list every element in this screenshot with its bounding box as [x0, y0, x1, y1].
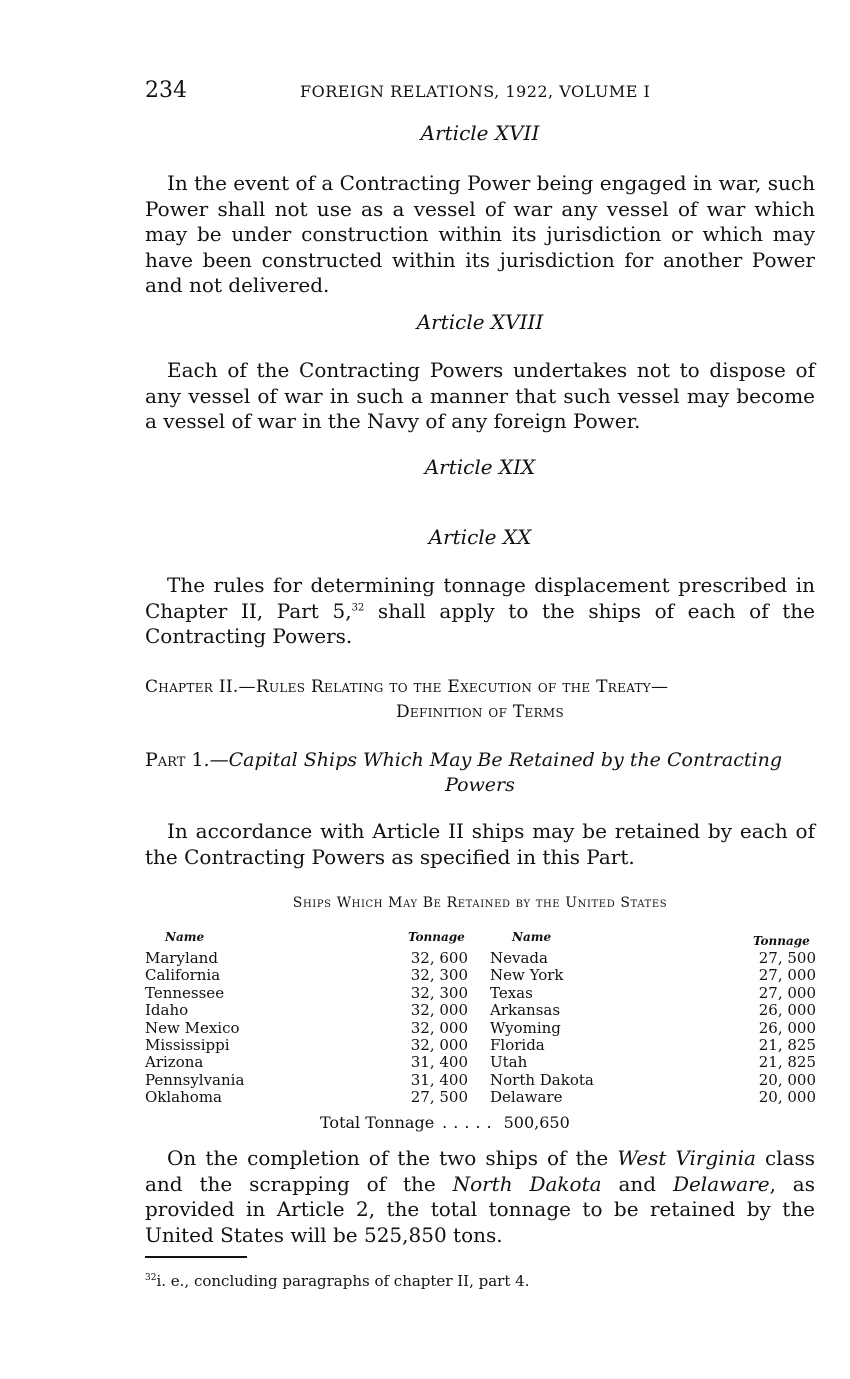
article-18-text: Each of the Contracting Powers undertakes not to dispose of any vessel of war in such a manner that such vessel may become a vessel of war in the Navy of any foreign Power. — [145, 358, 815, 433]
part-1-heading — [145, 748, 815, 798]
right-names-column — [490, 950, 650, 1107]
ship-name: Texas — [490, 983, 533, 1002]
ship-tonnage: 21, 825 — [758, 1035, 816, 1054]
ship-tonnage: 26, 000 — [758, 1018, 816, 1037]
ship-name: Mississippi — [145, 1035, 230, 1054]
north-dakota-name: North Dakota — [452, 1171, 602, 1196]
ship-name: Utah — [490, 1053, 528, 1072]
table-title: Ships Which May Be Retained by the United States — [292, 895, 668, 911]
ship-tonnage: 32, 000 — [410, 1035, 468, 1054]
ship-tonnage: 27, 500 — [410, 1088, 468, 1107]
ship-name: Maryland — [145, 949, 218, 967]
part-1-intro: In accordance with Article II ships may be retained by each of the Contracting Powers as specified in this Part. — [145, 819, 815, 869]
closing-text-2: class and the scrapping of the — [145, 1146, 816, 1196]
ship-tonnage: 32, 000 — [410, 1018, 468, 1037]
leader-dots: ..... — [442, 1113, 498, 1132]
article-20-text-after: shall apply to the ships of each of the Contracting Powers. — [145, 598, 815, 648]
ship-name: New Mexico — [145, 1018, 240, 1037]
ship-name: Delaware — [490, 1088, 563, 1107]
delaware-name: Delaware — [672, 1171, 770, 1196]
ship-tonnage: 27, 000 — [758, 983, 816, 1002]
part-1-title-line1: Capital Ships Which May Be Retained by the Contracting — [228, 749, 782, 771]
ship-name: Nevada — [490, 949, 548, 967]
total-tonnage-value: 500,650 — [503, 1113, 570, 1132]
ship-tonnage: 20, 000 — [758, 1070, 816, 1089]
page-header — [145, 78, 815, 108]
footnote-text: i. e., concluding paragraphs of chapter II, part 4. — [156, 1272, 530, 1290]
ship-name: Idaho — [145, 1001, 189, 1020]
west-virginia-name: West Virginia — [617, 1146, 756, 1170]
footnote-divider — [145, 1256, 247, 1258]
ship-name: Arkansas — [490, 1001, 561, 1020]
left-tonnage-header: Tonnage — [408, 930, 465, 944]
ship-tonnage: 20, 000 — [758, 1088, 816, 1107]
article-19-heading: Article XIX — [424, 455, 536, 479]
total-tonnage-label: Total Tonnage — [320, 1113, 435, 1132]
article-20-text-before: The rules for determining tonnage displacement prescribed in Chapter II, Part 5, — [145, 573, 815, 623]
ship-name: Oklahoma — [145, 1088, 222, 1107]
ship-tonnage: 31, 400 — [410, 1070, 468, 1089]
article-17-heading: Article XVII — [420, 121, 540, 145]
article-20-text — [145, 573, 815, 650]
ship-name: Pennsylvania — [145, 1070, 245, 1089]
total-tonnage-row — [320, 1113, 570, 1132]
right-name-header: Name — [512, 930, 552, 944]
ship-name: California — [145, 966, 221, 985]
closing-text-4: , as provided in Article 2, the total tonnage to be retained by the United States will be 525,850 tons. — [145, 1171, 815, 1247]
right-tonnage-header: Tonnage — [753, 934, 810, 948]
chapter-heading — [145, 675, 815, 725]
ship-tonnage: 32, 300 — [410, 966, 468, 985]
chapter-heading-line2: Definition of Terms — [395, 702, 565, 722]
ship-name: Arizona — [145, 1053, 204, 1072]
chapter-heading-line1: Chapter II.—Rules Relating to the Execution of the Treaty— — [145, 677, 669, 697]
ship-name: Florida — [490, 1035, 545, 1054]
ship-tonnage: 32, 600 — [410, 949, 468, 967]
ship-name: Tennessee — [145, 983, 225, 1002]
ship-tonnage: 27, 000 — [758, 966, 816, 985]
ship-name: North Dakota — [490, 1070, 594, 1089]
ship-tonnage: 31, 400 — [410, 1053, 468, 1072]
closing-paragraph — [145, 1146, 815, 1248]
ship-tonnage: 26, 000 — [758, 1001, 816, 1020]
right-tonnage-column — [740, 950, 816, 1107]
ship-tonnage: 32, 300 — [410, 983, 468, 1002]
ship-tonnage: 21, 825 — [758, 1053, 816, 1072]
ship-name: New York — [490, 966, 564, 985]
footnote-reference: 32 — [351, 601, 365, 613]
ship-tonnage: 32, 000 — [410, 1001, 468, 1020]
left-name-header: Name — [165, 930, 205, 944]
page-number: 234 — [145, 78, 187, 103]
footnote — [145, 1272, 529, 1290]
article-18-heading: Article XVIII — [416, 310, 544, 334]
closing-text-1: On the completion of the two ships of the — [167, 1146, 618, 1170]
footnote-number: 32 — [145, 1273, 157, 1283]
part-1-title-line2: Powers — [445, 774, 515, 796]
left-tonnage-column — [395, 950, 468, 1107]
running-title: FOREIGN RELATIONS, 1922, VOLUME I — [300, 82, 651, 101]
part-1-label: Part 1.— — [145, 749, 229, 771]
article-20-heading: Article XX — [428, 525, 532, 549]
article-17-text: In the event of a Contracting Power being engaged in war, such Power shall not use as a vessel of war any vessel of war which may be under construction within its jurisdiction or which may have been constructed within its jurisdiction for another Power and not delivered. — [145, 171, 815, 297]
ship-name: Wyoming — [490, 1018, 561, 1037]
closing-text-3: and — [601, 1171, 673, 1196]
ship-tonnage: 27, 500 — [758, 949, 816, 967]
left-names-column — [145, 950, 305, 1107]
